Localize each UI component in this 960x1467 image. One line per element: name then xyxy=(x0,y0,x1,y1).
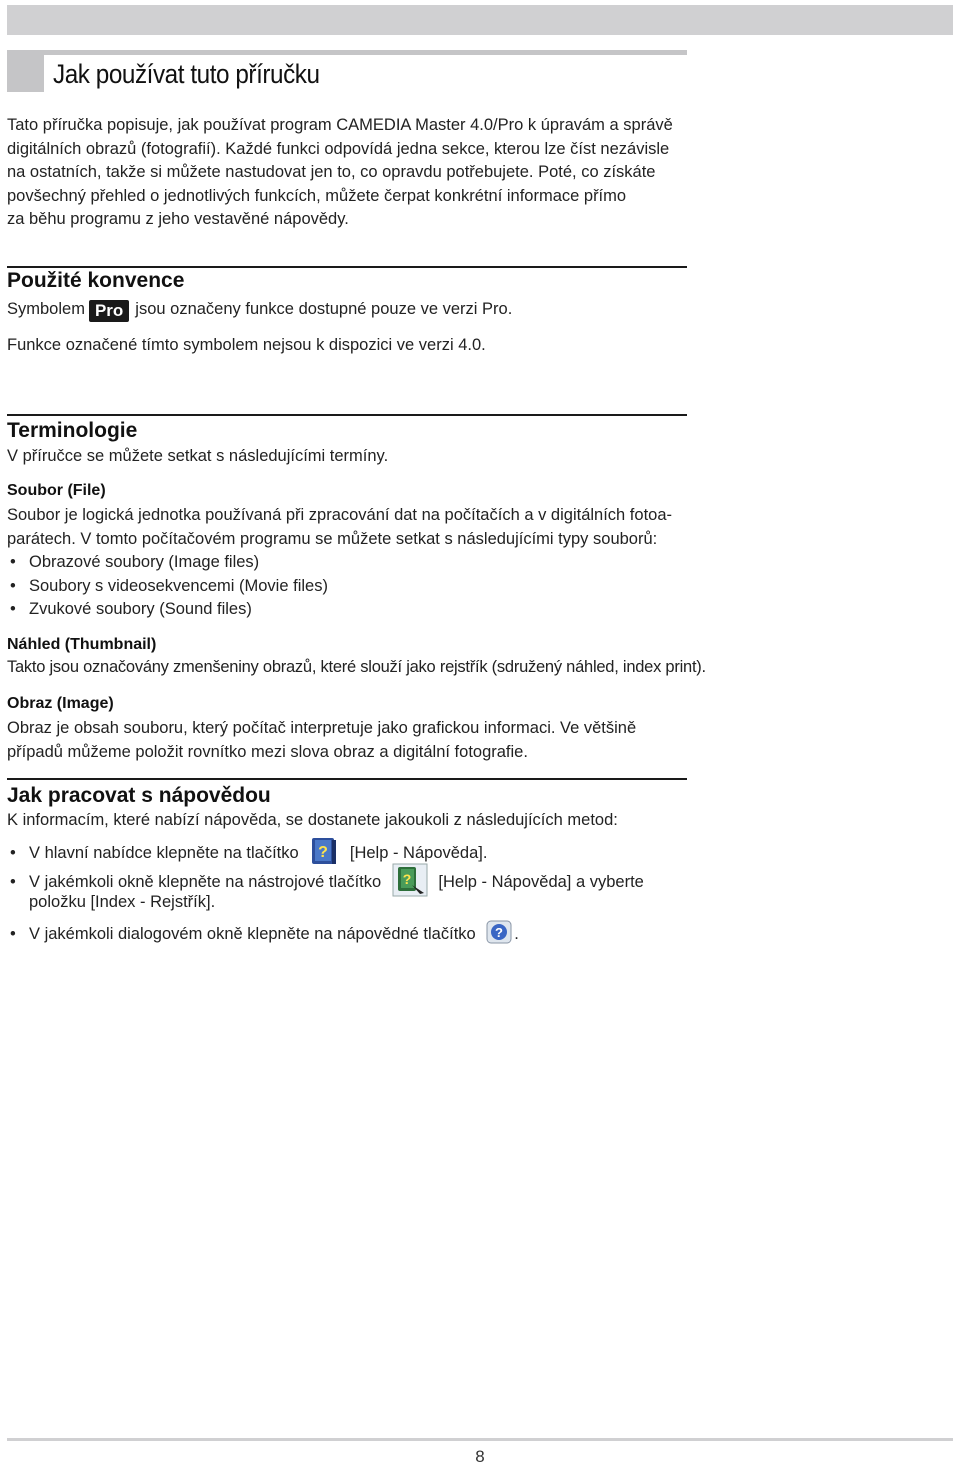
help-item-menu: • V hlavní nabídce klepněte na tlačítko ? [Help - Nápověda]. xyxy=(7,836,487,871)
terminology-heading: Terminologie xyxy=(7,419,138,442)
list-item: • Zvukové soubory (Sound files) xyxy=(7,598,697,622)
help-item-toolbar: • V jakémkoli okně klepněte na nástrojové tlačítko ? [Help - Nápověda] a vyberte xyxy=(7,863,644,902)
intro-line: Tato příručka popisuje, jak používat program CAMEDIA Master 4.0/Pro k úpravám a správě xyxy=(7,116,673,134)
term-thumbnail: Náhled (Thumbnail) xyxy=(7,636,157,653)
term-image: Obraz (Image) xyxy=(7,695,114,712)
svg-text:?: ? xyxy=(402,871,412,887)
image-line: případů můžeme položit rovnítko mezi slova obraz a digitální fotografie. xyxy=(7,742,528,761)
intro-line: na ostatních, takže si můžete nastudovat jen to, co opravdu potřebujete. Poté, co získáte xyxy=(7,163,656,181)
pro-prefix: Symbolem xyxy=(7,300,85,318)
intro-line: za běhu programu z jeho vestavěné nápovědy. xyxy=(7,210,349,228)
help-item-toolbar-cont: položku [Index - Rejstřík]. xyxy=(29,893,216,911)
list-item: • Obrazové soubory (Image files) xyxy=(7,551,697,575)
terminology-intro: V příručce se můžete setkat s následujícími termíny. xyxy=(7,447,389,465)
bullet-icon: • xyxy=(10,576,16,595)
bullet-icon: • xyxy=(10,553,16,571)
page-number: 8 xyxy=(475,1447,485,1466)
bullet-icon: • xyxy=(10,924,16,943)
intro-line: digitálních obrazů (fotografií). Každé funkci odpovídá jedna sekce, kterou lze číst nezávisle xyxy=(7,139,670,158)
pro-badge: Pro xyxy=(89,300,129,322)
svg-text:?: ? xyxy=(495,925,504,940)
svg-text:?: ? xyxy=(318,844,329,861)
section-title-bar xyxy=(7,50,687,92)
header-bar xyxy=(7,5,953,35)
page-title: Jak používat tuto příručku xyxy=(53,59,320,89)
help-intro: K informacím, které nabízí nápověda, se dostanete jakoukoli z následujících metod: xyxy=(7,811,618,829)
image-description xyxy=(7,717,697,764)
bullet-icon: • xyxy=(10,843,16,862)
section-divider xyxy=(7,778,687,780)
conventions-note: Funkce označené tímto symbolem nejsou k dispozici ve verzi 4.0. xyxy=(7,336,486,354)
footer-divider xyxy=(7,1438,953,1441)
file-line: parátech. V tomto počítačovém programu se můžete setkat s následujícími typy souborů: xyxy=(7,529,658,548)
help-item-dialog: • V jakémkoli dialogovém okně klepněte na nápovědné tlačítko ? . xyxy=(7,920,519,949)
pro-symbol-line xyxy=(7,300,512,322)
term-file: Soubor (File) xyxy=(7,482,106,499)
bullet-icon: • xyxy=(10,872,16,891)
section-divider xyxy=(7,414,687,416)
bullet-icon: • xyxy=(10,600,16,618)
image-line: Obraz je obsah souboru, který počítač interpretuje jako grafickou informaci. Ve většině xyxy=(7,719,637,737)
intro-paragraph xyxy=(7,114,697,232)
pro-suffix: jsou označeny funkce dostupné pouze ve verzi Pro. xyxy=(135,300,513,318)
help-question-icon[interactable] xyxy=(486,920,512,949)
file-types-list xyxy=(7,551,697,622)
intro-line: povšechný přehled o jednotlivých funkcích, můžete čerpat konkrétní informace přímo xyxy=(7,186,627,205)
help-heading: Jak pracovat s nápovědou xyxy=(7,784,271,807)
title-marker xyxy=(7,55,44,92)
file-line: Soubor je logická jednotka používaná při zpracování dat na počítačích a v digitálních fotoa- xyxy=(7,506,672,524)
section-divider xyxy=(7,266,687,268)
help-toolbar-icon[interactable] xyxy=(392,863,428,902)
title-strip xyxy=(7,50,687,55)
thumbnail-description: Takto jsou označovány zmenšeniny obrazů, které slouží jako rejstřík (sdružený náhled, index print). xyxy=(7,658,706,676)
list-item: • Soubory s videosekvencemi (Movie files) xyxy=(7,575,697,599)
conventions-heading: Použité konvence xyxy=(7,269,185,292)
file-description xyxy=(7,504,697,551)
